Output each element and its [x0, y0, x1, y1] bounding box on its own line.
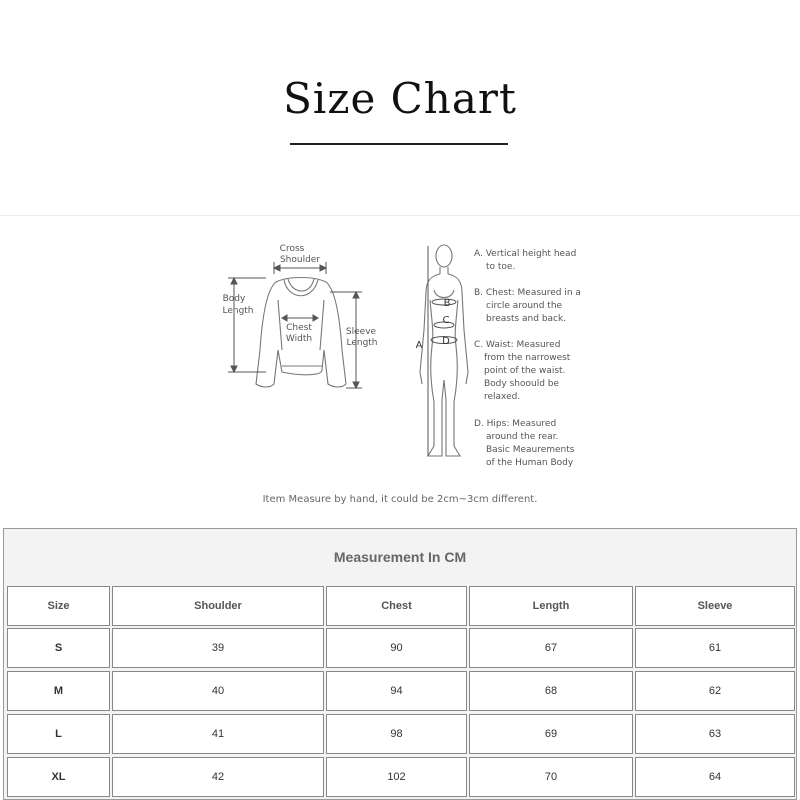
note-d-line-1: D. Hips: Measured — [474, 419, 557, 429]
table-cell-shoulder: 42 — [112, 757, 324, 797]
note-b-line-2: circle around the — [486, 301, 563, 311]
size-table — [3, 528, 797, 800]
marker-b: B — [443, 298, 451, 309]
table-cell-length: 68 — [469, 671, 633, 711]
note-c-line-3: point of the waist. — [484, 366, 566, 376]
note-d-line-4: of the Human Body — [486, 458, 574, 468]
column-header-chest: Chest — [326, 586, 467, 626]
table-cell-shoulder: 39 — [112, 628, 324, 668]
table-cell-size: S — [7, 628, 110, 668]
table-cell-chest: 98 — [326, 714, 467, 754]
marker-d: D — [442, 336, 450, 347]
column-header-size: Size — [7, 586, 110, 626]
table-cell-sleeve: 61 — [635, 628, 795, 668]
note-b-line-3: breasts and back. — [486, 314, 567, 324]
table-cell-chest: 102 — [326, 757, 467, 797]
table-cell-length: 69 — [469, 714, 633, 754]
table-cell-chest: 90 — [326, 628, 467, 668]
title-underline — [290, 143, 508, 145]
note-d-line-2: around the rear. — [486, 432, 559, 442]
measurement-diagram — [0, 216, 800, 526]
body-length-arrow-icon — [228, 278, 266, 372]
table-cell-sleeve: 64 — [635, 757, 795, 797]
note-a-line-1: A. Vertical height head — [474, 249, 577, 259]
sleeve-length-label-1: Sleeve — [345, 327, 377, 337]
table-cell-shoulder: 40 — [112, 671, 324, 711]
table-heading: Measurement In CM — [333, 549, 467, 565]
note-a-line-2: to toe. — [486, 262, 516, 272]
table-cell-chest: 94 — [326, 671, 467, 711]
chest-width-label-2: Width — [285, 334, 313, 344]
note-c-line-5: relaxed. — [484, 392, 521, 402]
body-length-label-2: Length — [222, 306, 254, 316]
diagram-svg — [0, 216, 800, 526]
column-header-sleeve: Sleeve — [635, 586, 795, 626]
note-c-line-4: Body shoould be — [484, 379, 560, 389]
note-d-line-3: Basic Meaurements — [486, 445, 575, 455]
measure-note: Item Measure by hand, it could be 2cm~3cm different. — [262, 494, 538, 505]
table-cell-shoulder: 41 — [112, 714, 324, 754]
column-header-shoulder: Shoulder — [112, 586, 324, 626]
note-c-line-2: from the narrowest — [484, 353, 571, 363]
table-cell-length: 67 — [469, 628, 633, 668]
cross-shoulder-label-1: Cross — [279, 244, 305, 254]
table-cell-sleeve: 63 — [635, 714, 795, 754]
page-title: Size Chart — [283, 74, 517, 123]
marker-c: C — [442, 315, 450, 326]
body-length-label-1: Body — [222, 294, 246, 304]
page-header — [0, 0, 800, 215]
table-cell-size: L — [7, 714, 110, 754]
cross-shoulder-label-2: Shoulder — [279, 255, 321, 265]
note-b-line-1: B. Chest: Measured in a — [474, 288, 581, 298]
marker-a: A — [415, 340, 423, 351]
column-header-length: Length — [469, 586, 633, 626]
chest-width-label-1: Chest — [286, 323, 312, 333]
chest-width-arrow-icon — [282, 315, 318, 321]
table-cell-length: 70 — [469, 757, 633, 797]
note-c-line-1: C. Waist: Measured — [474, 340, 561, 350]
sleeve-length-label-2: Length — [346, 338, 378, 348]
table-cell-sleeve: 62 — [635, 671, 795, 711]
table-cell-size: M — [7, 671, 110, 711]
human-body-figure-icon — [420, 245, 468, 456]
table-cell-size: XL — [7, 757, 110, 797]
